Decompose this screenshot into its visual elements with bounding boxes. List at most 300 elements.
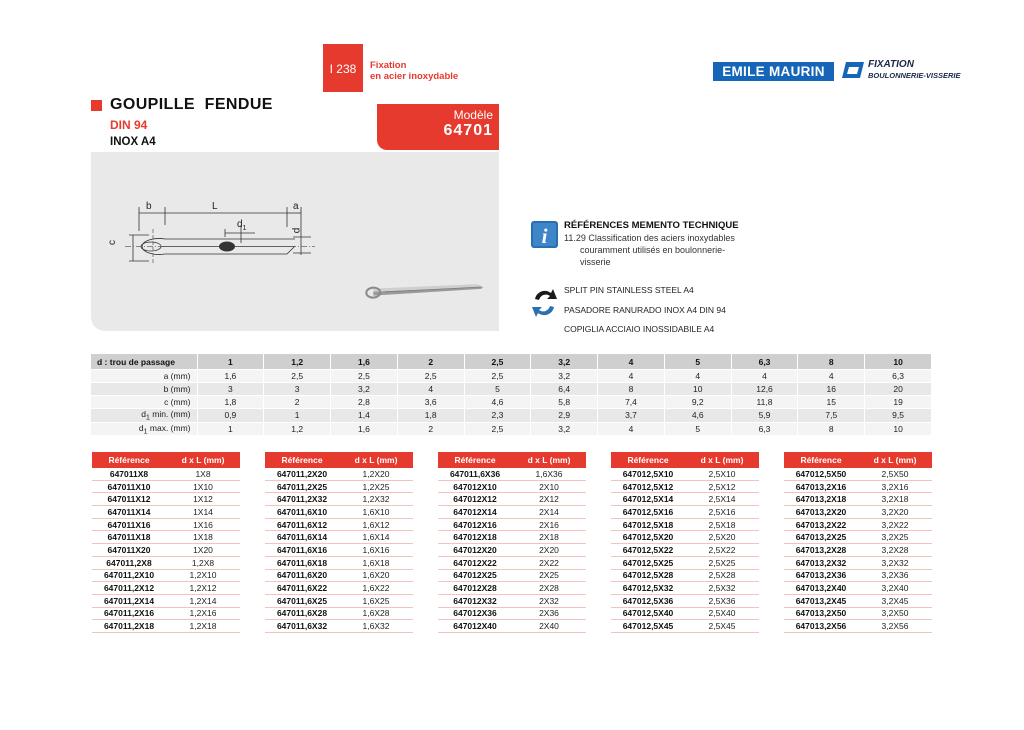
size-value: 2X28 — [512, 582, 586, 595]
reference-code: 647011,2X18 — [92, 620, 166, 633]
dim-label-c: c — [107, 240, 118, 245]
product-standard: DIN 94 — [110, 118, 148, 132]
reference-header-row — [611, 452, 759, 468]
reference-code: 647011,2X16 — [92, 607, 166, 620]
dimensions-cell: 15 — [798, 396, 865, 409]
table-row — [611, 620, 759, 633]
table-row — [92, 620, 240, 633]
page-number: I 238 — [329, 62, 357, 76]
reference-code: 647011,6X10 — [265, 506, 339, 519]
size-value: 2,5X36 — [685, 594, 759, 607]
dimensions-cell: 12,6 — [731, 383, 798, 396]
reference-table — [92, 452, 240, 633]
dimensions-column-header: 1,6 — [331, 354, 398, 370]
table-row — [265, 569, 413, 582]
dimensions-column-header: 2 — [397, 354, 464, 370]
size-value: 2,5X10 — [685, 468, 759, 480]
dimensions-row-label — [91, 383, 197, 396]
dimensions-row — [91, 409, 932, 423]
table-row — [611, 582, 759, 595]
table-row — [265, 468, 413, 480]
table-row — [265, 620, 413, 633]
table-row — [438, 480, 586, 493]
dimensions-cell: 20 — [865, 383, 932, 396]
svg-text:i: i — [541, 224, 548, 248]
size-value: 3,2X28 — [858, 544, 932, 557]
table-row — [784, 607, 932, 620]
reference-code: 647012,5X20 — [611, 531, 685, 544]
table-row — [438, 607, 586, 620]
reference-code: 647011,6X18 — [265, 556, 339, 569]
reference-code: 647011,6X25 — [265, 594, 339, 607]
size-value: 1X8 — [166, 468, 240, 480]
dimensions-cell: 7,5 — [798, 409, 865, 423]
size-value: 2,5X12 — [685, 480, 759, 493]
reference-code: 647013,2X25 — [784, 531, 858, 544]
table-row — [265, 493, 413, 506]
reference-code: 647011,6X28 — [265, 607, 339, 620]
table-row — [438, 468, 586, 480]
size-value: 1X16 — [166, 518, 240, 531]
table-row — [92, 468, 240, 480]
dimensions-cell: 1,6 — [331, 422, 398, 435]
reference-code: 647012X10 — [438, 480, 512, 493]
reference-code: 647012X22 — [438, 556, 512, 569]
dimensions-cell: 3,2 — [331, 383, 398, 396]
size-value: 1,6X10 — [339, 506, 413, 519]
reference-header-row — [265, 452, 413, 468]
reference-code: 647011,2X32 — [265, 493, 339, 506]
size-value: 2X40 — [512, 620, 586, 633]
reference-code: 647013,2X45 — [784, 594, 858, 607]
table-row — [438, 531, 586, 544]
dimensions-cell: 3,6 — [397, 396, 464, 409]
table-row — [611, 607, 759, 620]
table-row — [784, 493, 932, 506]
reference-code: 647011X12 — [92, 493, 166, 506]
row-label-text: d — [138, 422, 144, 433]
table-row — [438, 518, 586, 531]
dimensions-column-header: 5 — [664, 354, 731, 370]
reference-header-row — [92, 452, 240, 468]
table-row — [265, 518, 413, 531]
dimensions-row — [91, 422, 932, 435]
reference-code: 647012X18 — [438, 531, 512, 544]
size-value: 1,6X16 — [339, 544, 413, 557]
size-value: 1,2X14 — [166, 594, 240, 607]
size-value: 3,2X22 — [858, 518, 932, 531]
reference-line-3: visserie — [580, 257, 611, 267]
table-row — [784, 506, 932, 519]
size-value: 3,2X56 — [858, 620, 932, 633]
reference-code: 647012,5X16 — [611, 506, 685, 519]
reference-code: 647013,2X36 — [784, 569, 858, 582]
brand-line-2: BOULONNERIE-VISSERIE — [868, 71, 961, 80]
size-value: 2,5X28 — [685, 569, 759, 582]
reference-code: 647012,5X12 — [611, 480, 685, 493]
size-value: 1,6X36 — [512, 468, 586, 480]
row-label-text: b (mm) — [163, 384, 191, 394]
table-row — [611, 480, 759, 493]
reference-code: 647012X32 — [438, 594, 512, 607]
size-value: 3,2X18 — [858, 493, 932, 506]
size-column-header: d x L (mm) — [685, 452, 759, 468]
table-row — [784, 531, 932, 544]
reference-line-1: 11.29 Classification des aciers inoxydables — [564, 233, 735, 243]
title-bullet — [91, 100, 102, 111]
reference-header-row — [438, 452, 586, 468]
dimensions-cell: 1,4 — [331, 409, 398, 423]
reference-code: 647012X12 — [438, 493, 512, 506]
size-value: 1X10 — [166, 480, 240, 493]
dimensions-column-header: 4 — [598, 354, 665, 370]
size-value: 1,2X18 — [166, 620, 240, 633]
size-value: 1X12 — [166, 493, 240, 506]
size-value: 1,2X32 — [339, 493, 413, 506]
split-pin-drawing — [105, 195, 485, 325]
reference-code: 647011X18 — [92, 531, 166, 544]
table-row — [784, 556, 932, 569]
reference-code: 647011,6X20 — [265, 569, 339, 582]
reference-code: 647013,2X56 — [784, 620, 858, 633]
reference-code: 647013,2X22 — [784, 518, 858, 531]
reference-code: 647013,2X28 — [784, 544, 858, 557]
dimensions-row-label — [91, 396, 197, 409]
reference-code: 647011,6X22 — [265, 582, 339, 595]
reference-code: 647012,5X45 — [611, 620, 685, 633]
product-material: INOX A4 — [110, 136, 156, 148]
dimensions-cell: 7,4 — [598, 396, 665, 409]
model-number: 64701 — [443, 122, 493, 139]
table-row — [265, 506, 413, 519]
dimensions-cell: 6,4 — [531, 383, 598, 396]
reference-table — [784, 452, 932, 633]
reference-code: 647013,2X16 — [784, 480, 858, 493]
dimensions-cell: 4 — [798, 370, 865, 383]
size-value: 3,2X32 — [858, 556, 932, 569]
row-label-suffix: max. (mm) — [147, 422, 191, 433]
size-value: 2X22 — [512, 556, 586, 569]
dimensions-cell: 19 — [865, 396, 932, 409]
table-row — [611, 468, 759, 480]
table-row — [438, 493, 586, 506]
dimensions-header-label: d : trou de passage — [91, 354, 197, 370]
reference-code: 647013,2X40 — [784, 582, 858, 595]
dimensions-row-label — [91, 409, 197, 423]
dimensions-cell: 5 — [464, 383, 531, 396]
info-icon — [531, 221, 558, 248]
reference-table — [611, 452, 759, 633]
dimensions-cell: 4 — [598, 370, 665, 383]
reference-column-header: Référence — [784, 452, 858, 468]
reference-code: 647012,5X32 — [611, 582, 685, 595]
reference-code: 647012X16 — [438, 518, 512, 531]
dimensions-cell: 6,3 — [731, 422, 798, 435]
dimensions-cell: 1 — [197, 422, 264, 435]
table-row — [611, 506, 759, 519]
dimensions-column-header: 1 — [197, 354, 264, 370]
size-value: 2X16 — [512, 518, 586, 531]
table-row — [438, 544, 586, 557]
table-row — [92, 582, 240, 595]
size-value: 3,2X40 — [858, 582, 932, 595]
dim-label-b: b — [146, 201, 152, 212]
dimensions-cell: 4 — [664, 370, 731, 383]
dimensions-column-header: 10 — [865, 354, 932, 370]
swap-arrows-icon — [531, 287, 558, 319]
size-value: 2,5X14 — [685, 493, 759, 506]
table-row — [784, 582, 932, 595]
size-value: 2,5X25 — [685, 556, 759, 569]
size-value: 1,6X18 — [339, 556, 413, 569]
table-row — [265, 556, 413, 569]
table-row — [784, 544, 932, 557]
product-title: GOUPILLE FENDUE — [110, 96, 273, 113]
dimensions-cell: 1,8 — [197, 396, 264, 409]
size-value: 1,2X12 — [166, 582, 240, 595]
dimensions-cell: 3,7 — [598, 409, 665, 423]
size-value: 2X36 — [512, 607, 586, 620]
dimensions-cell: 2,3 — [464, 409, 531, 423]
dimensions-column-header: 2,5 — [464, 354, 531, 370]
table-row — [611, 544, 759, 557]
dimensions-cell: 4 — [731, 370, 798, 383]
table-row — [92, 607, 240, 620]
size-value: 1,2X10 — [166, 569, 240, 582]
dimensions-cell: 4 — [598, 422, 665, 435]
dimensions-cell: 5,8 — [531, 396, 598, 409]
table-row — [92, 556, 240, 569]
reference-code: 647011,2X12 — [92, 582, 166, 595]
dimensions-cell: 1,8 — [397, 409, 464, 423]
dimensions-cell: 2,5 — [464, 370, 531, 383]
table-row — [784, 518, 932, 531]
dimensions-cell: 2 — [397, 422, 464, 435]
reference-code: 647012X40 — [438, 620, 512, 633]
size-value: 2X25 — [512, 569, 586, 582]
table-row — [611, 493, 759, 506]
row-label-subscript: 1 — [145, 414, 150, 422]
size-value: 3,2X25 — [858, 531, 932, 544]
size-value: 3,2X16 — [858, 480, 932, 493]
reference-column-header: Référence — [92, 452, 166, 468]
dimensions-cell: 2,5 — [397, 370, 464, 383]
table-row — [92, 480, 240, 493]
category-title: Fixation — [370, 60, 407, 71]
size-value: 2X10 — [512, 480, 586, 493]
dimensions-cell: 6,3 — [865, 370, 932, 383]
size-value: 3,2X36 — [858, 569, 932, 582]
brand-line-1: FIXATION — [868, 59, 914, 70]
size-value: 2,5X40 — [685, 607, 759, 620]
table-row — [92, 518, 240, 531]
translation-spanish: PASADORE RANURADO INOX A4 DIN 94 — [564, 305, 726, 315]
row-label-subscript: 1 — [143, 428, 148, 436]
dimensions-cell: 9,5 — [865, 409, 932, 423]
dim-label-a: a — [293, 201, 299, 212]
size-value: 2,5X16 — [685, 506, 759, 519]
reference-code: 647011X16 — [92, 518, 166, 531]
size-value: 1,2X20 — [339, 468, 413, 480]
brand-mark-icon — [842, 60, 864, 80]
reference-code: 647011,2X20 — [265, 468, 339, 480]
table-row — [265, 607, 413, 620]
dimensions-column-header: 1,2 — [264, 354, 331, 370]
size-column-header: d x L (mm) — [512, 452, 586, 468]
dimensions-cell: 2 — [264, 396, 331, 409]
reference-header-row — [784, 452, 932, 468]
table-row — [611, 594, 759, 607]
row-label-suffix: min. (mm) — [149, 409, 191, 419]
dimensions-cell: 4,6 — [464, 396, 531, 409]
dimensions-row — [91, 370, 932, 383]
dimensions-cell: 2,5 — [464, 422, 531, 435]
row-label-text: d — [141, 409, 146, 419]
dimensions-cell: 8 — [598, 383, 665, 396]
dim-label-d1-letter: d — [237, 219, 243, 230]
dimensions-cell: 3 — [264, 383, 331, 396]
table-row — [265, 480, 413, 493]
reference-code: 647012,5X18 — [611, 518, 685, 531]
dimensions-column-header: 6,3 — [731, 354, 798, 370]
size-value: 1,6X20 — [339, 569, 413, 582]
size-value: 1,6X28 — [339, 607, 413, 620]
size-value: 2,5X18 — [685, 518, 759, 531]
dimensions-cell: 8 — [798, 422, 865, 435]
dimensions-cell: 10 — [865, 422, 932, 435]
dim-label-d1-sub: 1 — [242, 225, 247, 232]
dimensions-cell: 1,2 — [264, 422, 331, 435]
size-value: 1,2X16 — [166, 607, 240, 620]
dimensions-cell: 5 — [664, 422, 731, 435]
reference-code: 647012,5X14 — [611, 493, 685, 506]
dimensions-cell: 2,5 — [331, 370, 398, 383]
dimensions-cell: 11,8 — [731, 396, 798, 409]
translation-italian: COPIGLIA ACCIAIO INOSSIDABILE A4 — [564, 324, 715, 334]
reference-code: 647012X14 — [438, 506, 512, 519]
size-column-header: d x L (mm) — [339, 452, 413, 468]
size-value: 2X12 — [512, 493, 586, 506]
table-row — [92, 506, 240, 519]
reference-code: 647012X36 — [438, 607, 512, 620]
size-value: 2X32 — [512, 594, 586, 607]
reference-code: 647012,5X36 — [611, 594, 685, 607]
dimensions-cell: 1 — [264, 409, 331, 423]
dimensions-cell: 1,6 — [197, 370, 264, 383]
reference-code: 647013,2X32 — [784, 556, 858, 569]
size-value: 2,5X32 — [685, 582, 759, 595]
size-column-header: d x L (mm) — [858, 452, 932, 468]
dimensions-cell: 2,9 — [531, 409, 598, 423]
dim-label-d: d — [291, 227, 303, 234]
table-row — [784, 620, 932, 633]
size-value: 1,6X22 — [339, 582, 413, 595]
size-value: 1X18 — [166, 531, 240, 544]
reference-code: 647013,2X20 — [784, 506, 858, 519]
reference-code: 647011,2X14 — [92, 594, 166, 607]
size-value: 1X14 — [166, 506, 240, 519]
reference-code: 647013,2X18 — [784, 493, 858, 506]
table-row — [438, 506, 586, 519]
table-row — [784, 468, 932, 480]
table-row — [438, 569, 586, 582]
dimensions-cell: 10 — [664, 383, 731, 396]
reference-code: 647011,6X32 — [265, 620, 339, 633]
size-value: 1,6X12 — [339, 518, 413, 531]
reference-code: 647011,6X36 — [438, 468, 512, 480]
table-row — [265, 582, 413, 595]
dimensions-row — [91, 396, 932, 409]
size-value: 1X20 — [166, 544, 240, 557]
reference-column-header: Référence — [611, 452, 685, 468]
size-value: 3,2X50 — [858, 607, 932, 620]
dimensions-cell: 3,2 — [531, 370, 598, 383]
table-row — [438, 594, 586, 607]
dimensions-column-header: 8 — [798, 354, 865, 370]
reference-code: 647011,6X12 — [265, 518, 339, 531]
reference-code: 647012,5X40 — [611, 607, 685, 620]
row-label-text: a (mm) — [163, 371, 191, 381]
table-row — [611, 569, 759, 582]
dimensions-table — [91, 354, 932, 435]
reference-code: 647011,2X8 — [92, 556, 166, 569]
size-column-header: d x L (mm) — [166, 452, 240, 468]
reference-code: 647012,5X22 — [611, 544, 685, 557]
size-value: 2,5X20 — [685, 531, 759, 544]
reference-code: 647013,2X50 — [784, 607, 858, 620]
table-row — [611, 556, 759, 569]
table-row — [784, 594, 932, 607]
reference-code: 647011X14 — [92, 506, 166, 519]
reference-code: 647012X28 — [438, 582, 512, 595]
dim-label-d1 — [237, 219, 246, 232]
table-row — [92, 531, 240, 544]
reference-code: 647011,2X10 — [92, 569, 166, 582]
dimensions-cell: 4 — [397, 383, 464, 396]
table-row — [438, 556, 586, 569]
reference-code: 647012X20 — [438, 544, 512, 557]
size-value: 3,2X20 — [858, 506, 932, 519]
reference-code: 647011X10 — [92, 480, 166, 493]
table-row — [438, 620, 586, 633]
dimensions-cell: 3,2 — [531, 422, 598, 435]
dimensions-row-label — [91, 422, 197, 435]
size-value: 3,2X45 — [858, 594, 932, 607]
category-subtitle: en acier inoxydable — [370, 71, 459, 82]
dimensions-cell: 2,5 — [264, 370, 331, 383]
table-row — [784, 480, 932, 493]
reference-code: 647011X20 — [92, 544, 166, 557]
reference-code: 647012,5X28 — [611, 569, 685, 582]
size-value: 1,6X25 — [339, 594, 413, 607]
reference-table — [438, 452, 586, 633]
table-row — [92, 594, 240, 607]
table-row — [92, 569, 240, 582]
table-row — [265, 531, 413, 544]
dimensions-cell: 16 — [798, 383, 865, 396]
size-value: 2X20 — [512, 544, 586, 557]
reference-code: 647012,5X50 — [784, 468, 858, 480]
table-row — [92, 544, 240, 557]
table-row — [92, 493, 240, 506]
table-row — [611, 518, 759, 531]
model-label: Modèle — [453, 108, 493, 122]
table-row — [784, 569, 932, 582]
size-value: 1,6X32 — [339, 620, 413, 633]
row-label-text: c (mm) — [164, 397, 191, 407]
size-value: 2,5X22 — [685, 544, 759, 557]
dimensions-cell: 4,6 — [664, 409, 731, 423]
